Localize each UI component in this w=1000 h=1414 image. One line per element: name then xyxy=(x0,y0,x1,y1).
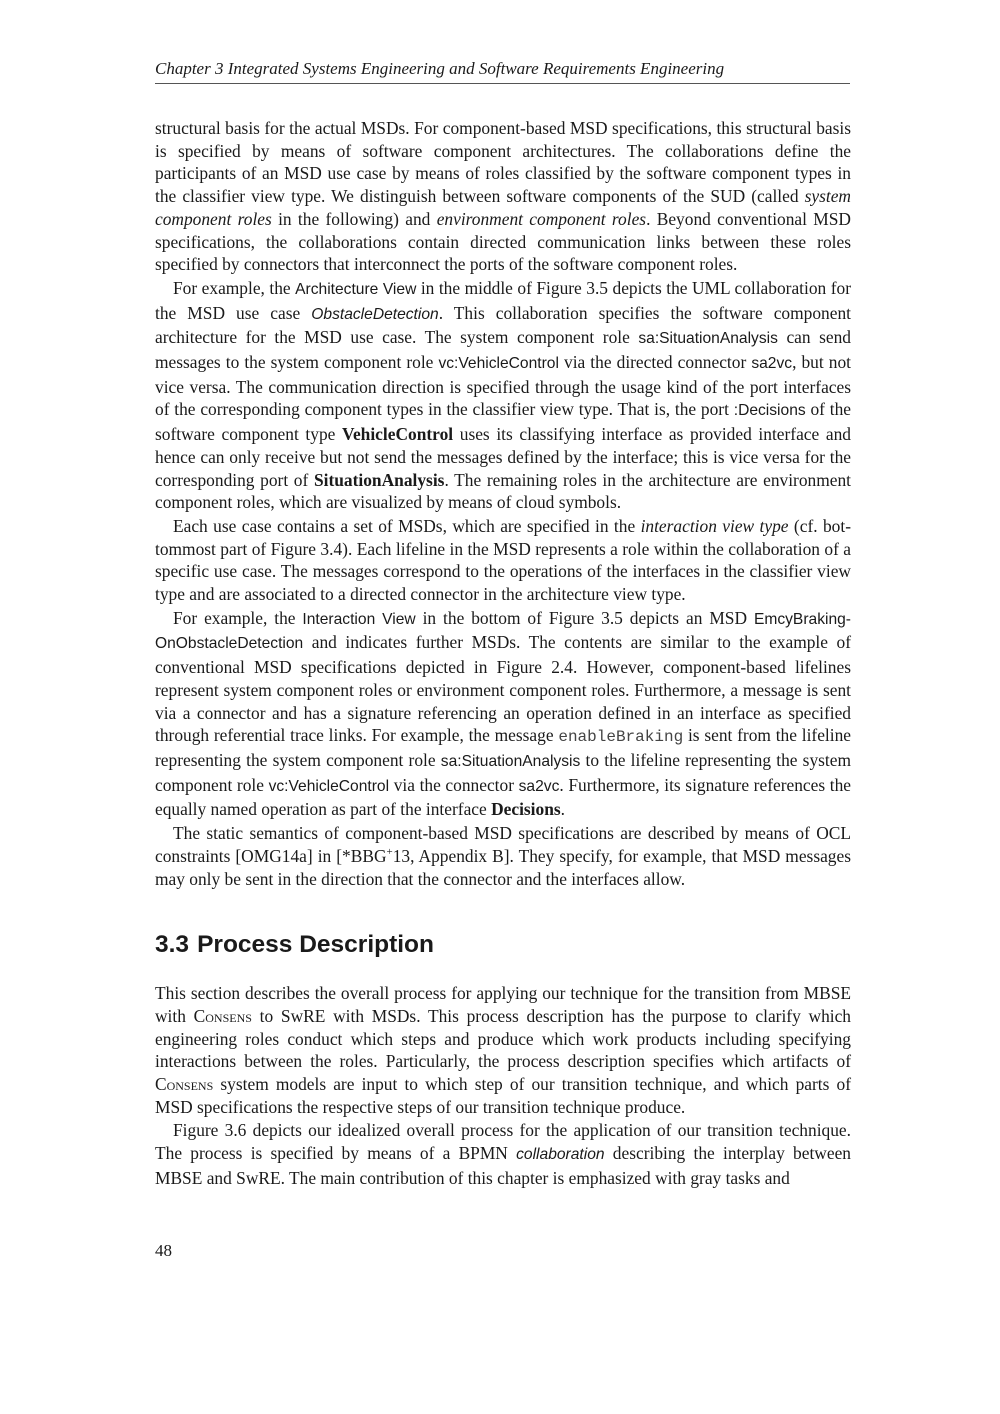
paragraph: For example, the Architecture View in the middle of Figure 3.5 depicts the UML collaboration for the MSD use case ObstacleDetection. This collaboration specifies the software component architecture for the MSD use case. The system component role sa:SituationAnalysis can send messages to the system component role vc:VehicleControl via the directed connector sa2vc, but not vice versa. The communication direction is specified through the usage kind of the port interfaces of the corresponding component types in the classifier view type. That is, the port :Decisions of the software component type VehicleControl uses its classifying interface as provided interface and hence can only receive but not send the messages defined by the interface; this is vice versa for the corresponding port of SituationAnalysis. The remaining roles in the architecture are environment component roles, which are visualized by means of cloud symbols. xyxy=(155,277,852,513)
running-head: Chapter 3 Integrated Systems Engineering and Software Requirements Engineering xyxy=(155,58,850,84)
page-number: 48 xyxy=(155,1241,172,1260)
paragraph: For example, the Interaction View in the bottom of Figure 3.5 depicts an MSD EmcyBrakingOnObstacleDetection and indicates further MSDs. The contents are similar to the example of conventional MSD specifications depicted in Figure 2.4. However, component-based lifelines represent system component roles or environment component roles. Furthermore, a message is sent via a connector and has a signature referencing an operation defined in an interface as specified through referential trace links. For example, the message enableBraking is sent from the lifeline representing the system component role sa:SituationAnalysis to the lifeline representing the system component role vc:VehicleControl via the connector sa2vc. Furthermore, its signature references the equally named operation as part of the interface Decisions. xyxy=(155,607,852,820)
paragraph: Each use case contains a set of MSDs, which are specified in the interaction view type (cf. bottommost part of Figure 3.4). Each lifeline in the MSD represents a role within the collaboration of a specific use case. The messages correspond to the operations of the interfaces in the classifier view type and are associated to a directed connector in the architecture view type. xyxy=(155,515,851,605)
paragraph: structural basis for the actual MSDs. For component-based MSD specifications, this structural basis is specified by means of software component architectures. The collaborations define the participants of an MSD use case by means of roles classified by the software component types in the classifier view type. We distinguish between software components of the SUD (called system component roles in the following) and environment component roles. Beyond conventional MSD specifications, the collaborations contain directed communication links between these roles specified by connectors that interconnect the ports of the software component roles. xyxy=(155,118,851,275)
section-number: 3.3 xyxy=(155,931,190,959)
section-title: Process Description xyxy=(197,931,434,959)
paragraph: This section describes the overall process for applying our technique for the transition from MBSE with Consens to SwRE with MSDs. This process description has the purpose to clarify which engineering roles conduct which steps and produce which work products including specifying interactions between the roles. Particularly, the process description specifies which artifacts of Consens system models are input to which step of our transition technique, and which parts of MSD specifications the respective steps of our transition technique produce. xyxy=(155,983,852,1117)
body-text xyxy=(155,117,851,1190)
paragraph: Figure 3.6 depicts our idealized overall process for the application of our transition technique. The process is specified by means of a BPMN collaboration describing the interplay between MBSE and SwRE. The main contribution of this chapter is emphasized with gray tasks and xyxy=(155,1120,851,1188)
section-heading xyxy=(155,930,851,960)
paragraph: The static semantics of component-based MSD specifications are described by means of OCL constraints [OMG14a] in [*BBG+13, Appendix B]. They specify, for example, that MSD messages may only be sent in the direction that the connector and the interfaces allow. xyxy=(155,823,851,889)
